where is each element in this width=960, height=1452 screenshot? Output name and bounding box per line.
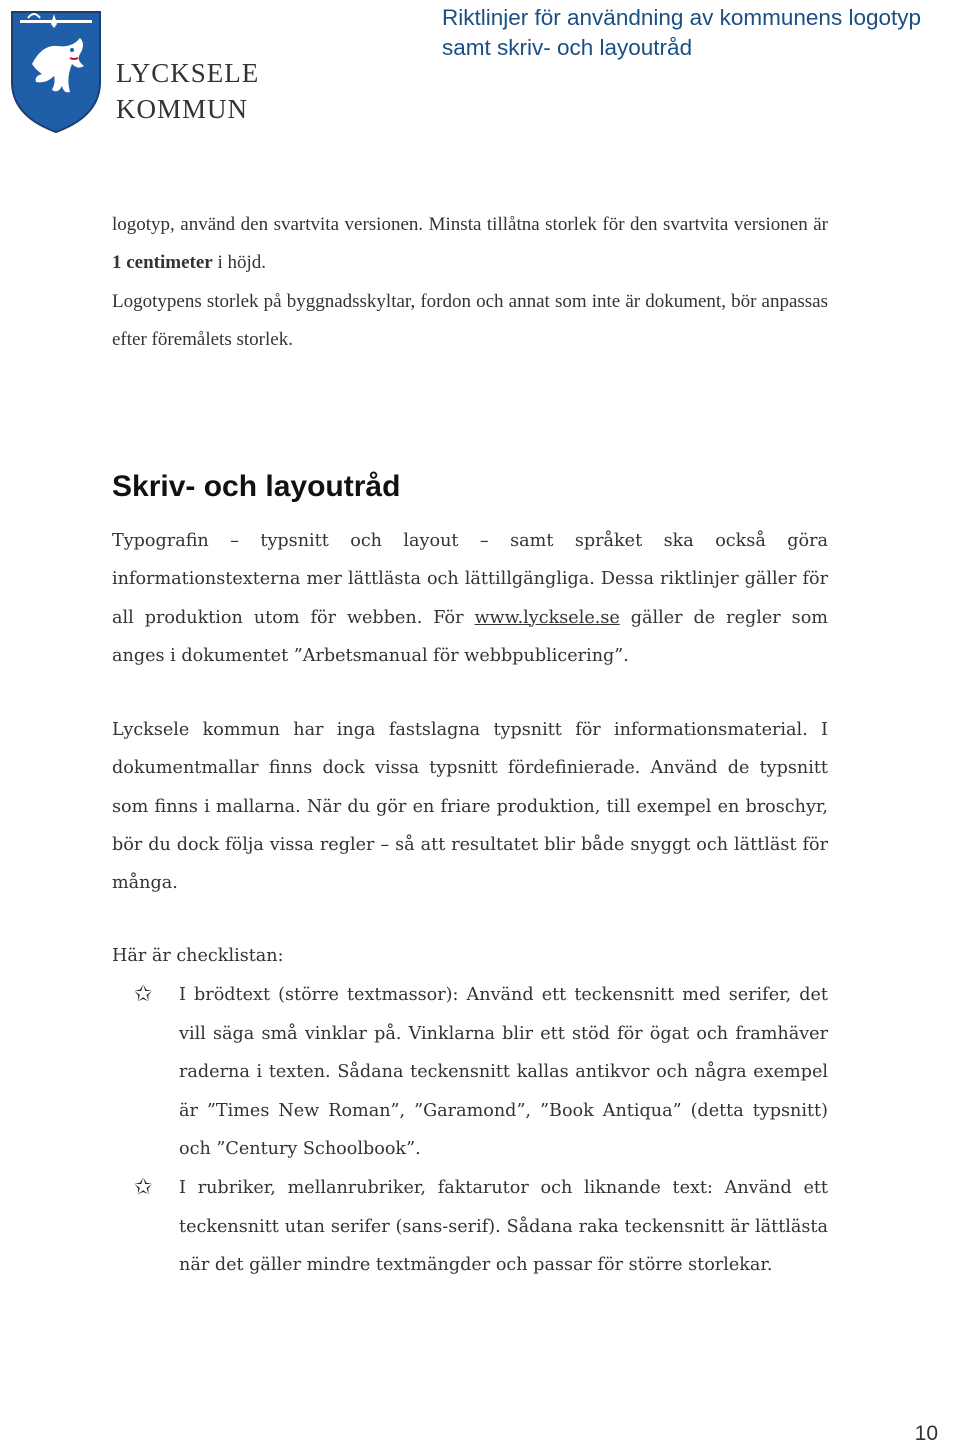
coat-of-arms-icon	[6, 4, 106, 136]
section-paragraph-2: Lycksele kommun har inga fastslagna typsnitt för informationsmaterial. I dokumentmallar finns dock vissa typsnitt fördefinierade. Använd de typsnitt som finns i mallarna. När du gör en friare produktion, till exempel en broschyr, bör du dock följa vissa regler – så att resultatet blir både snyggt och lättläst för många.	[112, 720, 828, 894]
page-number: 10	[914, 1422, 938, 1445]
section-p1-text-b: gäller de regler som anges i dokumentet ”Arbetsmanual för webbpublicering”.	[112, 607, 828, 666]
checklist-item: I rubriker, mellanrubriker, faktarutor och liknande text: Använd ett teckensnitt utan serifer (sans-serif). Sådana raka teckensnitt är lättlästa när det gäller mindre textmängder och passar för större storlekar.	[179, 1178, 828, 1276]
checklist-item: I brödtext (större textmassor): Använd ett teckensnitt med serifer, det vill säga små vinklar på. Vinklarna blir ett stöd för ögat och framhäver raderna i texten. Sådana teckensnitt kallas antikvor och några exempel är ”Times New Roman”, ”Garamond”, ”Book Antiqua” (detta typsnitt) och ”Century Schoolbook”.	[179, 985, 828, 1160]
document-header-title: Riktlinjer för användning av kommunens logotyp samt skriv- och layoutråd	[442, 5, 922, 60]
logo-name-line1: LYCKSELE	[116, 58, 260, 88]
section-p1-text-a: Typografin – typsnitt och layout – samt språket ska också göra informationstexterna mer lättlästa och lättillgängliga. Dessa riktlinjer gäller för all produktion utom för webben. För	[112, 531, 828, 628]
intro-paragraph-2: Logotypens storlek på byggnadsskyltar, fordon och annat som inte är dokument, bör anpassas efter föremålets storlek.	[112, 291, 828, 351]
intro-p1-text-b: i höjd.	[212, 252, 267, 274]
logo-name-line2: KOMMUN	[116, 94, 249, 124]
section-heading: Skriv- och layoutråd	[112, 470, 401, 503]
intro-paragraph-1	[112, 206, 828, 283]
intro-p1-text-a: logotyp, använd den svartvita versionen. Minsta tillåtna storlek för den svartvita versionen är	[112, 214, 828, 235]
star-outline-icon: ✩	[134, 982, 153, 1007]
star-outline-icon: ✩	[134, 1175, 153, 1200]
checklist-intro: Här är checklistan:	[112, 946, 284, 966]
lycksele-kommun-logo	[6, 4, 260, 136]
lycksele-website-link[interactable]: www.lycksele.se	[474, 607, 620, 628]
section-paragraph-1	[112, 522, 828, 675]
intro-p1-bold: 1 centimeter	[112, 252, 213, 274]
